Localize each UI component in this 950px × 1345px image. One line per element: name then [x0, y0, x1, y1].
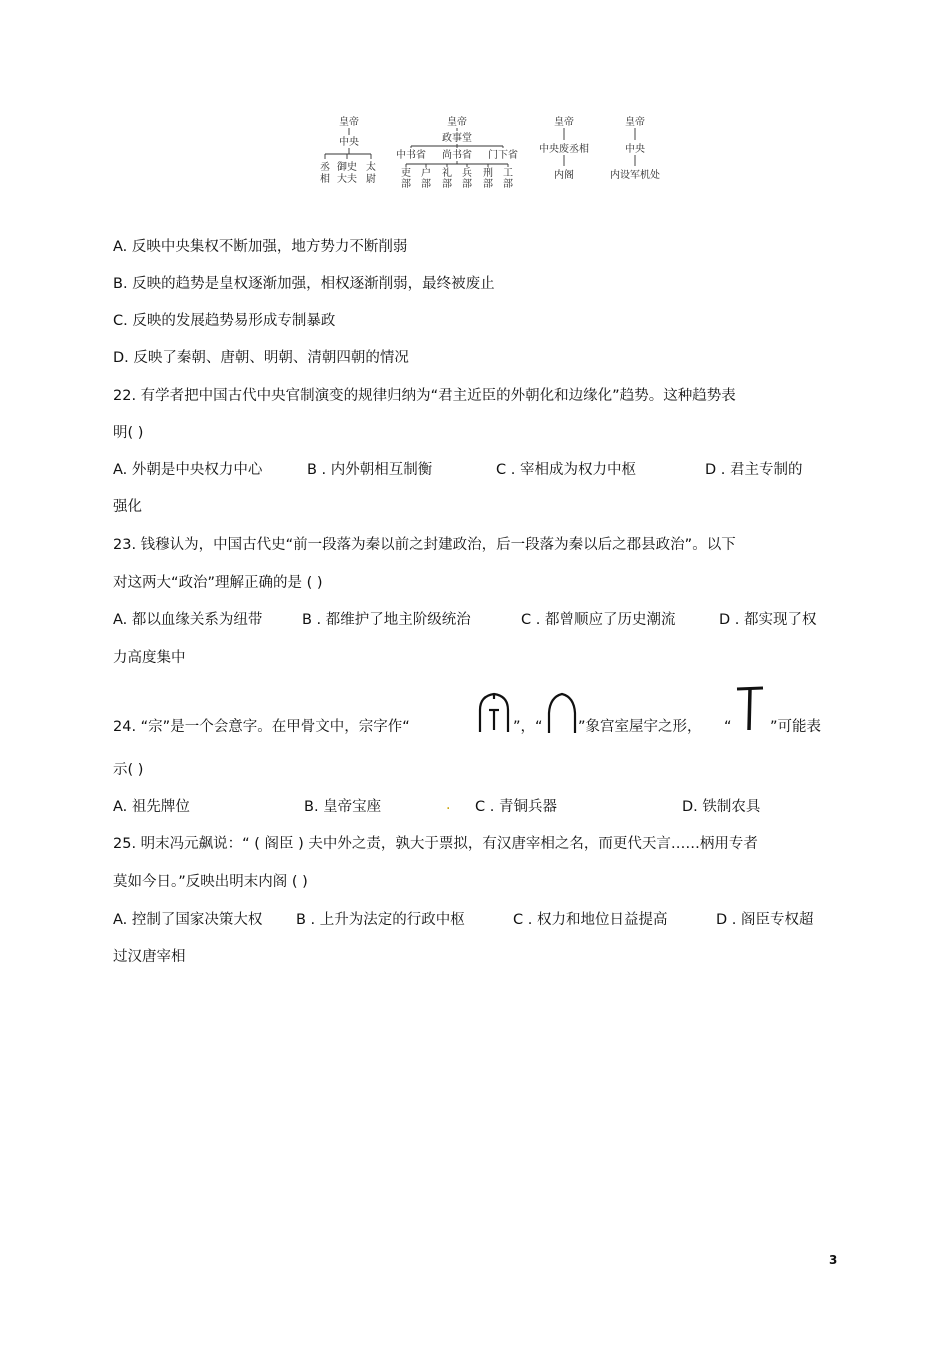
- qing-grand-council: 内设军机处: [610, 170, 660, 181]
- q23-option-d-cont: 力高度集中: [113, 650, 186, 666]
- tang-emperor: 皇帝: [447, 117, 467, 128]
- q24-option-a: A. 祖先牌位: [113, 799, 190, 815]
- page-number: 3: [829, 1253, 838, 1267]
- qin-b2-1: 御史: [337, 162, 357, 173]
- tang-dept-hu-2: 部: [421, 179, 431, 190]
- oracle-bone-roof-glyph: [546, 691, 578, 735]
- tang-shangshu: 尚书省: [442, 150, 472, 161]
- tang-dept-rites-1: 礼: [442, 168, 452, 179]
- tang-dept-justice-1: 刑: [483, 168, 493, 179]
- q23-option-d: D . 都实现了权: [719, 612, 817, 628]
- q22-option-d-cont: 强化: [113, 499, 142, 515]
- qin-b1-2: 相: [320, 174, 330, 185]
- q22-stem-line2: 明( ): [113, 425, 144, 441]
- q24-stem-part3: ”象宫室屋宇之形，: [578, 719, 702, 735]
- qin-b3-2: 尉: [366, 174, 376, 185]
- q23-option-c: C . 都曾顺应了历史潮流: [521, 612, 676, 628]
- qin-b1-1: 丞: [320, 162, 330, 173]
- q25-option-a: A. 控制了国家决策大权: [113, 912, 263, 928]
- diagram-qin: [320, 115, 376, 185]
- q25-option-b: B . 上升为法定的行政中枢: [296, 912, 465, 928]
- q24-option-b: B. 皇帝宝座: [304, 799, 382, 815]
- qin-emperor: 皇帝: [339, 117, 359, 128]
- q25-stem-line1: 25. 明末冯元飙说：“ ( 阁臣 ) 夫中外之责，孰大于票拟，有汉唐宰相之名，而更代天言……柄用专者: [113, 836, 758, 852]
- q25-stem-line2: 莫如今日。”反映出明末内阁 ( ): [113, 874, 308, 890]
- q23-option-a: A. 都以血缘关系为纽带: [113, 612, 263, 628]
- ming-emperor: 皇帝: [554, 117, 574, 128]
- q23-stem-line1: 23. 钱穆认为，中国古代史“前一段落为秦以前之封建政治，后一段落为秦以后之郡县政治”。以下: [113, 537, 736, 553]
- oracle-bone-zong-glyph: [476, 690, 512, 736]
- qin-b3-1: 太: [366, 162, 376, 173]
- ming-central: 中央废丞相: [539, 144, 589, 155]
- q21-option-c: C. 反映的发展趋势易形成专制暴政: [113, 313, 336, 329]
- tang-dept-rites-2: 部: [442, 179, 452, 190]
- tang-dept-war-1: 兵: [462, 168, 472, 179]
- q22-stem-line1: 22. 有学者把中国古代中央官制演变的规律归纳为“君主近臣的外朝化和边缘化”趋势。这种趋势表: [113, 388, 736, 404]
- q22-option-c: C . 宰相成为权力中枢: [496, 462, 636, 478]
- tang-council: 政事堂: [442, 133, 472, 144]
- q25-option-c: C . 权力和地位日益提高: [513, 912, 668, 928]
- tang-dept-hu-1: 户: [421, 168, 431, 179]
- q21-option-b: B. 反映的趋势是皇权逐渐加强，相权逐渐削弱，最终被废止: [113, 276, 495, 292]
- qing-emperor: 皇帝: [625, 117, 645, 128]
- q21-option-a: A. 反映中央集权不断加强，地方势力不断削弱: [113, 239, 408, 255]
- stray-dot: .: [446, 797, 451, 813]
- q24-stem-part5: ”可能表: [770, 719, 822, 735]
- qin-b2-2: 大夫: [337, 174, 357, 185]
- diagram-ming: [539, 115, 589, 181]
- qin-central: 中央: [339, 137, 359, 148]
- tang-menxia: 门下省: [488, 150, 518, 161]
- tang-dept-li-2: 部: [401, 179, 411, 190]
- diagram-qing: [610, 115, 660, 181]
- q23-stem-line2: 对这两大“政治”理解正确的是 ( ): [113, 575, 323, 591]
- q23-option-b: B . 都维护了地主阶级统治: [302, 612, 471, 628]
- q25-option-d-cont: 过汉唐宰相: [113, 949, 186, 965]
- q24-option-d: D. 铁制农具: [682, 799, 761, 815]
- tang-dept-li-1: 吏: [401, 168, 411, 179]
- diagram-tang: [396, 115, 518, 190]
- q21-option-d: D. 反映了秦朝、唐朝、明朝、清朝四朝的情况: [113, 350, 409, 366]
- q22-option-b: B . 内外朝相互制衡: [307, 462, 433, 478]
- oracle-bone-shi-glyph: [734, 684, 766, 734]
- tang-dept-works-1: 工: [503, 168, 513, 179]
- tang-dept-works-2: 部: [503, 179, 513, 190]
- q24-stem-part2: ”，“: [513, 719, 543, 735]
- q22-option-a: A. 外朝是中央权力中心: [113, 462, 263, 478]
- q24-stem-part1: 24. “宗”是一个会意字。在甲骨文中，宗字作“: [113, 719, 410, 735]
- q22-option-d: D . 君主专制的: [705, 462, 803, 478]
- q25-option-d: D . 阁臣专权超: [716, 912, 814, 928]
- tang-dept-justice-2: 部: [483, 179, 493, 190]
- q24-option-c: C . 青铜兵器: [475, 799, 557, 815]
- tang-zhongshu: 中书省: [396, 150, 426, 161]
- q24-stem-part4: “: [724, 719, 732, 735]
- tang-dept-war-2: 部: [462, 179, 472, 190]
- ming-grand-secretariat: 内阁: [554, 170, 574, 181]
- q24-stem-line2: 示( ): [113, 762, 144, 778]
- qing-central: 中央: [625, 144, 645, 155]
- central-government-diagram: [0, 0, 950, 200]
